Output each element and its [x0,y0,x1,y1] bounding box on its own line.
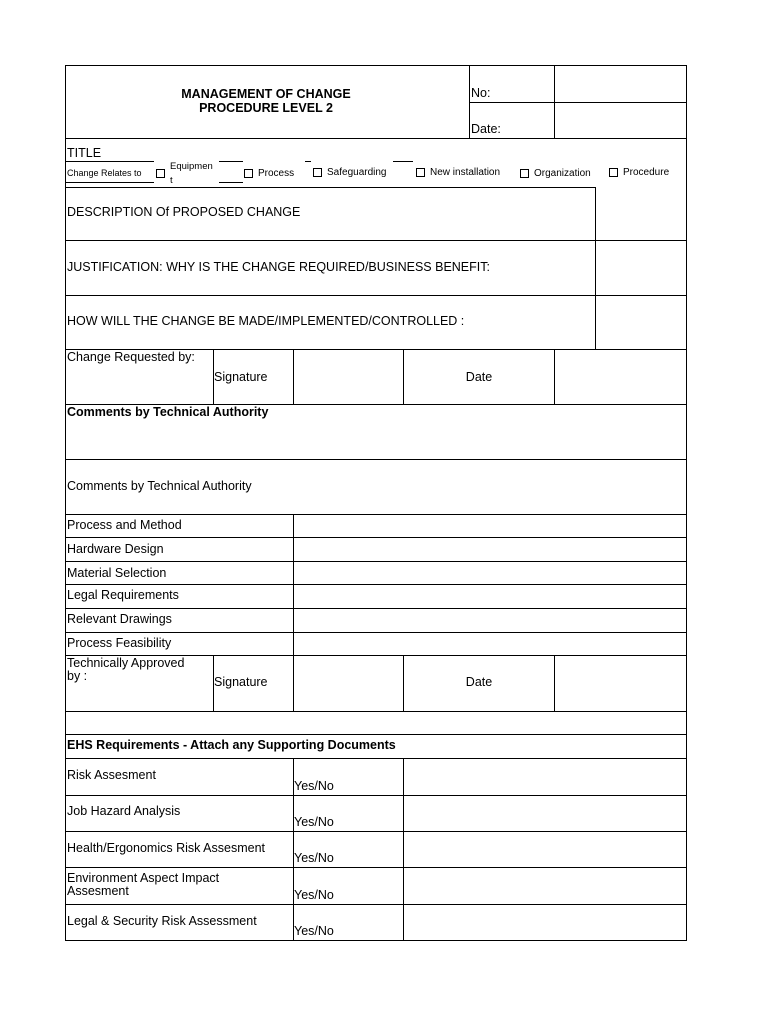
change-relates-label: Change Relates to [67,168,142,178]
approved-date-label: Date [465,675,493,689]
header-title-line1: MANAGEMENT OF CHANGE [181,87,351,101]
tech-item-process-method-field[interactable] [294,515,686,537]
process-checkbox[interactable] [244,169,253,178]
requested-date-field[interactable] [555,350,686,404]
tech-item-legal-requirements-field[interactable] [294,585,686,608]
equipment-label-line2: t [170,175,173,186]
ehs-row-legal-security-notes[interactable] [404,905,686,940]
safeguarding-checkbox[interactable] [313,168,322,177]
ehs-row-job-hazard-notes[interactable] [404,796,686,831]
title-line-4 [393,161,413,162]
tech-item-process-method: Process and Method [67,518,182,532]
spacer-bottom [65,734,687,735]
process-option-label: Process [258,168,295,179]
sections-right-divider [595,187,596,350]
title-line-3 [305,161,311,162]
approved-date-field[interactable] [555,656,686,711]
ehs-row-risk-assessment-answer[interactable]: Yes/No [294,779,334,793]
ehs-row-environment: Environment Aspect Impact [67,871,220,885]
title-label: TITLE [67,146,102,160]
how-field[interactable] [66,296,594,349]
new-installation-checkbox[interactable] [416,168,425,177]
equipment-checkbox[interactable] [156,169,165,178]
header-date-label: Date: [471,122,501,136]
ehs-row-environment-notes[interactable] [404,868,686,904]
description-label: DESCRIPTION Of PROPOSED CHANGE [67,205,301,219]
no-value-field[interactable] [554,65,687,103]
moc-form [65,65,687,941]
organization-checkbox[interactable] [520,169,529,178]
requested-signature-field[interactable] [294,350,403,404]
ehs-row-environment-line2: Assesment [67,884,129,898]
procedure-checkbox[interactable] [609,168,618,177]
technical-heading: Comments by Technical Authority [67,479,252,493]
approved-signature-label: Signature [214,675,268,689]
no-label: No: [471,86,491,100]
ehs-row-legal-security-answer[interactable]: Yes/No [294,924,334,938]
new-installation-option-label: New installation [430,167,501,178]
ehs-row-legal-security: Legal & Security Risk Assessment [67,914,257,928]
tech-item-hardware-design: Hardware Design [67,542,164,556]
tech-item-material-selection-field[interactable] [294,562,686,584]
tech-item-process-feasibility-field[interactable] [294,633,686,655]
requested-date-label: Date [465,370,493,384]
procedure-option-label: Procedure [623,167,670,178]
ehs-row-environment-answer[interactable]: Yes/No [294,888,334,902]
safeguarding-option-label: Safeguarding [327,167,387,178]
technical-bold-bottom [65,459,687,460]
approved-label-line2: by : [67,669,88,683]
header-date-field[interactable] [554,102,687,139]
technical-heading-bold: Comments by Technical Authority [67,405,269,419]
justification-label: JUSTIFICATION: WHY IS THE CHANGE REQUIRED/BUSINESS BENEFIT: [67,260,490,274]
relates-line-1 [65,182,154,183]
tech-item-hardware-design-field[interactable] [294,538,686,561]
ehs-row-risk-assessment: Risk Assesment [67,768,156,782]
tech-item-material-selection: Material Selection [67,566,167,580]
ehs-heading: EHS Requirements - Attach any Supporting Documents [67,738,396,752]
requested-by-label: Change Requested by: [67,350,195,364]
relates-line-2 [219,182,243,183]
title-line-2 [219,161,243,162]
header-title-line2: PROCEDURE LEVEL 2 [199,101,333,115]
ehs-row-job-hazard-answer[interactable]: Yes/No [294,815,334,829]
equipment-label-line1: Equipmen [170,161,213,172]
tech-item-legal-requirements: Legal Requirements [67,588,179,602]
ehs-row-risk-assessment-notes[interactable] [404,759,686,795]
ehs-row-job-hazard: Job Hazard Analysis [67,804,181,818]
approved-bottom [65,711,687,712]
organization-option-label: Organization [534,168,591,179]
approved-signature-field[interactable] [294,656,403,711]
ehs-row-health-ergonomics-notes[interactable] [404,832,686,867]
how-label: HOW WILL THE CHANGE BE MADE/IMPLEMENTED/CONTROLLED : [67,314,465,328]
tech-item-relevant-drawings: Relevant Drawings [67,612,172,626]
requested-signature-label: Signature [214,370,268,384]
approved-label-line1: Technically Approved [67,656,185,670]
ehs-row-health-ergonomics: Health/Ergonomics Risk Assesment [67,841,265,855]
description-field[interactable] [66,188,594,240]
ehs-row-health-ergonomics-answer[interactable]: Yes/No [294,851,334,865]
justification-field[interactable] [66,241,594,295]
tech-item-process-feasibility: Process Feasibility [67,636,172,650]
title-underline [65,161,154,162]
tech-item-relevant-drawings-field[interactable] [294,609,686,632]
